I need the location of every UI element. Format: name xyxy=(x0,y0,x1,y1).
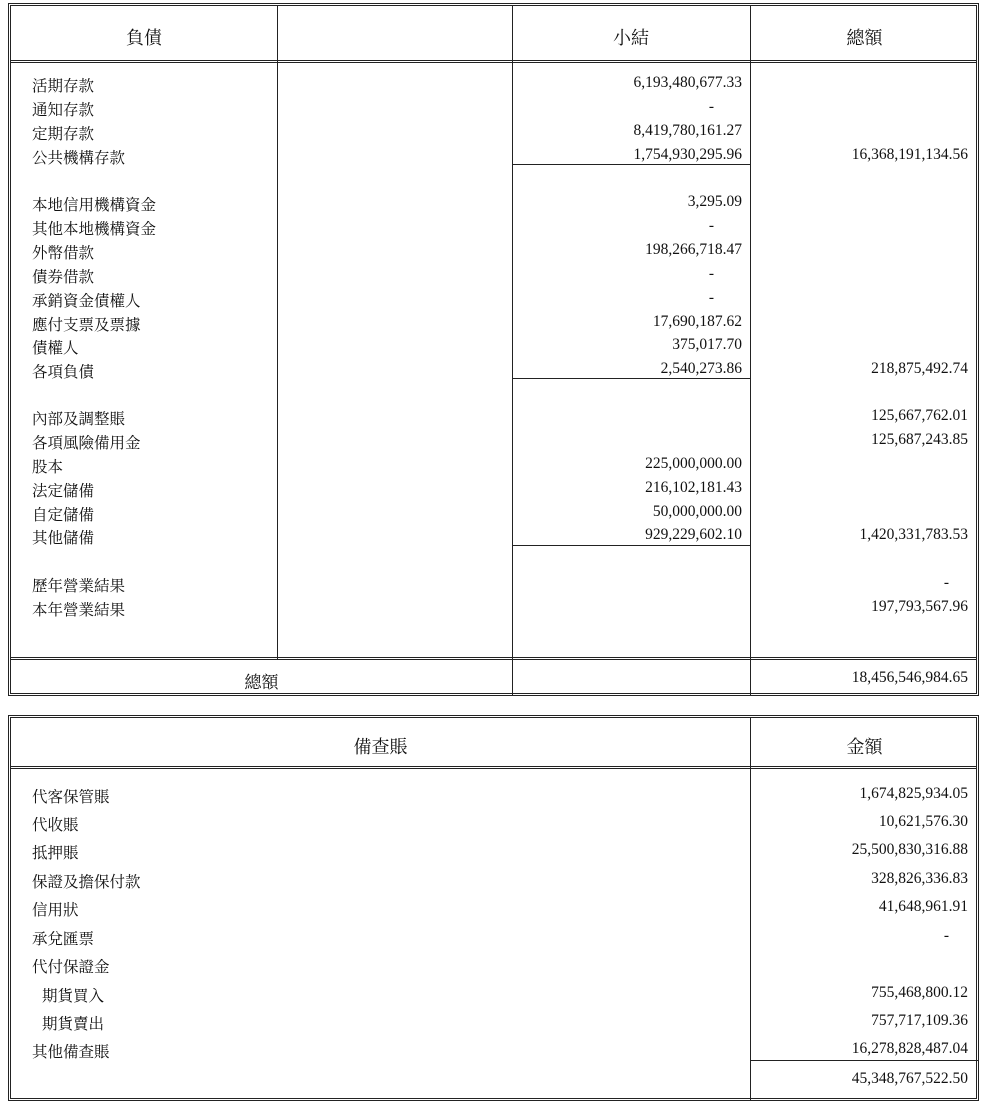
row-label: 定期存款 xyxy=(32,126,95,143)
grand-total-label: 總額 xyxy=(244,673,279,692)
memo-label: 期貨賣出 xyxy=(42,1016,105,1033)
row-subtotal: 2,540,273.86 xyxy=(660,360,742,377)
row-label: 各項負債 xyxy=(32,364,95,381)
row-subtotal: - xyxy=(708,289,714,306)
header-separator xyxy=(11,60,976,63)
liabilities-table xyxy=(8,3,979,696)
row-subtotal: 198,266,718.47 xyxy=(645,241,742,258)
row-subtotal: 3,295.09 xyxy=(687,193,742,210)
subtotal-rule xyxy=(512,378,750,379)
row-label: 本年營業結果 xyxy=(32,602,126,619)
row-total: 218,875,492.74 xyxy=(871,360,968,377)
row-subtotal: 216,102,181.43 xyxy=(645,479,742,496)
row-label: 應付支票及票據 xyxy=(32,317,141,334)
memo-label: 保證及擔保付款 xyxy=(32,874,141,891)
header-separator xyxy=(11,766,976,769)
header-memo: 備查賬 xyxy=(353,737,408,757)
memo-amount: 25,500,830,316.88 xyxy=(851,841,968,858)
row-label: 股本 xyxy=(32,459,64,476)
memo-label: 代付保證金 xyxy=(32,959,110,976)
header-total: 總額 xyxy=(846,28,883,48)
row-total: - xyxy=(943,574,949,591)
row-subtotal: 8,419,780,161.27 xyxy=(633,122,742,139)
memo-amount: 328,826,336.83 xyxy=(871,870,968,887)
row-total: 1,420,331,783.53 xyxy=(859,526,968,543)
memo-amount: 1,674,825,934.05 xyxy=(859,785,968,802)
row-total: 197,793,567.96 xyxy=(871,598,968,615)
row-label: 承銷資金債權人 xyxy=(32,293,141,310)
row-label: 內部及調整賬 xyxy=(32,411,126,428)
row-label: 債券借款 xyxy=(32,269,95,286)
memo-amount: 10,621,576.30 xyxy=(878,813,968,830)
row-label: 外幣借款 xyxy=(32,245,95,262)
header-amount: 金額 xyxy=(846,737,883,757)
row-subtotal: 17,690,187.62 xyxy=(652,313,742,330)
row-total: 125,687,243.85 xyxy=(871,431,968,448)
row-subtotal: 1,754,930,295.96 xyxy=(633,146,742,163)
memo-amount: 757,717,109.36 xyxy=(871,1012,968,1029)
row-subtotal: 6,193,480,677.33 xyxy=(633,74,742,91)
row-label: 活期存款 xyxy=(32,78,95,95)
total-rule xyxy=(750,1060,979,1061)
row-total: 16,368,191,134.56 xyxy=(851,146,968,163)
memo-label: 承兌匯票 xyxy=(32,931,95,948)
row-subtotal: 375,017.70 xyxy=(672,336,742,353)
row-label: 其他儲備 xyxy=(32,530,95,547)
row-label: 公共機構存款 xyxy=(32,150,126,167)
total-separator xyxy=(11,657,976,660)
memo-label: 代客保管賬 xyxy=(32,789,110,806)
memo-amount: - xyxy=(943,927,949,944)
subtotal-rule xyxy=(512,545,750,546)
row-subtotal: - xyxy=(708,98,714,115)
row-subtotal: 929,229,602.10 xyxy=(645,526,742,543)
grand-total-value: 18,456,546,984.65 xyxy=(851,669,968,686)
row-label: 自定儲備 xyxy=(32,507,95,524)
row-label: 通知存款 xyxy=(32,102,95,119)
row-subtotal: 50,000,000.00 xyxy=(652,503,742,520)
row-subtotal: - xyxy=(708,217,714,234)
row-label: 債權人 xyxy=(32,340,79,357)
memo-label: 信用狀 xyxy=(32,902,79,919)
memo-label: 其他備查賬 xyxy=(32,1044,110,1061)
header-subtotal: 小結 xyxy=(613,28,649,48)
memo-label: 期貨買入 xyxy=(42,988,105,1005)
column-divider xyxy=(277,6,278,659)
row-subtotal: 225,000,000.00 xyxy=(645,455,742,472)
row-label: 本地信用機構資金 xyxy=(32,197,157,214)
row-label: 各項風險備用金 xyxy=(32,435,141,452)
subtotal-rule xyxy=(512,164,750,165)
row-label: 歷年營業結果 xyxy=(32,578,126,595)
memo-total-value: 45,348,767,522.50 xyxy=(851,1070,968,1087)
row-subtotal: - xyxy=(708,265,714,282)
row-label: 其他本地機構資金 xyxy=(32,221,157,238)
memo-accounts-table xyxy=(8,715,979,1101)
row-label: 法定儲備 xyxy=(32,483,95,500)
memo-label: 代收賬 xyxy=(32,817,79,834)
row-total: 125,667,762.01 xyxy=(871,407,968,424)
column-divider xyxy=(750,6,751,696)
memo-amount: 755,468,800.12 xyxy=(871,984,968,1001)
memo-label: 抵押賬 xyxy=(32,845,79,862)
header-liabilities: 負債 xyxy=(126,28,162,48)
memo-amount: 16,278,828,487.04 xyxy=(851,1040,968,1057)
memo-amount: 41,648,961.91 xyxy=(878,898,968,915)
